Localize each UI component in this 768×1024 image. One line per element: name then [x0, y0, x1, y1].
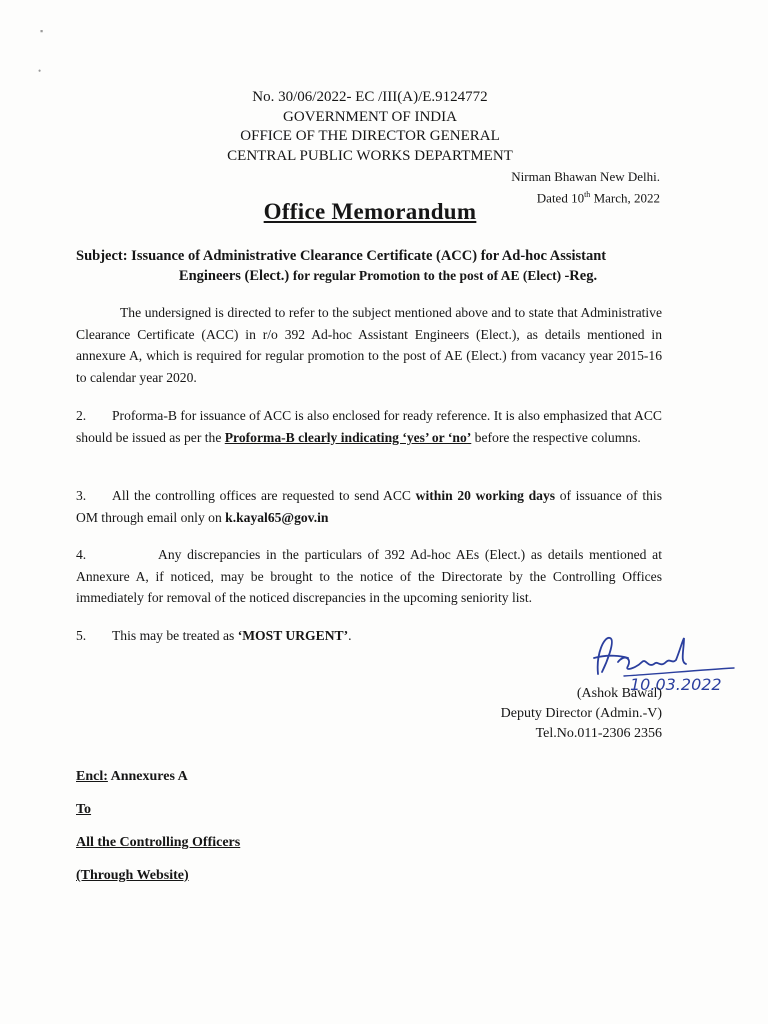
paragraph-5: 5. This may be treated as ‘MOST URGENT’.	[76, 628, 352, 643]
subject	[76, 247, 670, 286]
delivery-mode: (Through Website)	[76, 868, 189, 883]
emphasis-proforma: Proforma-B clearly indicating ‘yes’ or ‘no’	[224, 429, 472, 445]
scan-mark: ▪	[40, 26, 44, 36]
document-title: Office Memorandum	[263, 199, 477, 224]
signature-date: 10.03.2022	[630, 675, 722, 694]
reference-number: No. 30/06/2022- EC /III(A)/E.9124772	[252, 89, 488, 105]
signatory-name: (Ashok Bawal)	[576, 686, 662, 701]
recipient: All the Controlling Officers	[76, 835, 241, 850]
letterhead-line-government: GOVERNMENT OF INDIA	[283, 108, 457, 125]
email-address: k.kayal65@gov.in	[225, 509, 329, 525]
letterhead-line-office: OFFICE OF THE DIRECTOR GENERAL	[240, 128, 500, 144]
to-label: To	[76, 802, 92, 817]
letterhead-line-department: CENTRAL PUBLIC WORKS DEPARTMENT	[227, 147, 513, 164]
enclosure: Encl: Annexures A	[76, 769, 188, 784]
subject-line-1: Subject: Issuance of Administrative Clearance Certificate (ACC) for Ad-hoc Assistant	[76, 248, 607, 264]
subject-line-2: Engineers (Elect.) for regular Promotion to the post of AE (Elect) -Reg.	[178, 268, 598, 284]
paragraph-4: 4. Any discrepancies in the particulars of 392 Ad-hoc AEs (Elect.) as details mentioned at Annexure A, if noticed, may be brought to the notice of the Directorate by the Controlling Offices immediately for removal of the noticed discrepancies in the upcoming seniority list.	[76, 547, 662, 605]
paragraph-1: The undersigned is directed to refer to the subject mentioned above and to state that Administrative Clearance Certificate (ACC) in r/o 392 Ad-hoc Assistant Engineers (Elect.), as details mentioned in annexure A, which is required for regular promotion to the post of AE (Elect.) from vacancy year 2015-16 to calendar year 2020.	[76, 305, 662, 385]
signatory-telephone: Tel.No.011-2306 2356	[535, 726, 662, 741]
scan-mark: •	[38, 66, 42, 76]
date: Dated 10th March, 2022	[536, 190, 660, 206]
paragraph-3: 3. All the controlling offices are requested to send ACC within 20 working days of issuance of this OM through email only on k.kayal65@gov.in	[76, 488, 662, 525]
paragraph-2: 2. Proforma-B for issuance of ACC is also enclosed for ready reference. It is also emphasized that ACC should be issued as per the Proforma-B clearly indicating ‘yes’ or ‘no’ before the respective columns.	[76, 408, 662, 445]
enclosure-block	[76, 760, 240, 892]
location: Nirman Bhawan New Delhi.	[511, 169, 660, 184]
letterhead	[0, 88, 740, 166]
signatory-block	[501, 684, 662, 744]
signatory-designation: Deputy Director (Admin.-V)	[500, 706, 662, 721]
